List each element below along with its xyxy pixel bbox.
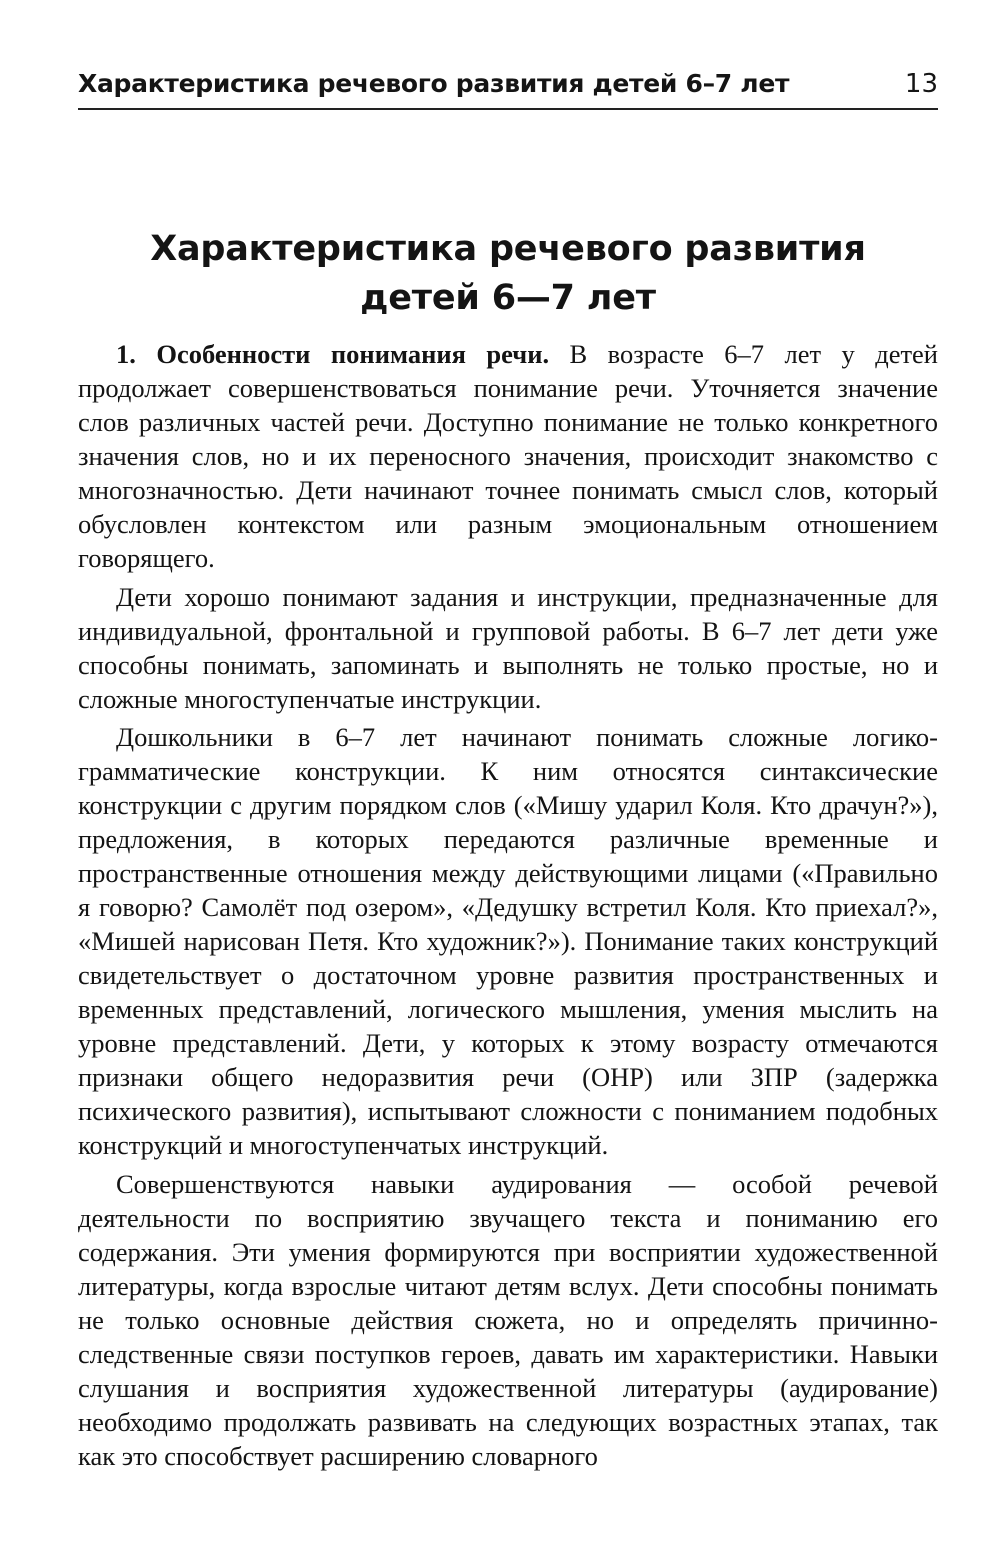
body-text [78,337,938,1477]
paragraph-4: Совершенствуются навыки аудирования — особой речевой деятельности по восприятию звучащего текста и пониманию его содержания. Эти умения формируются при восприятии художественной литературы, когда взрослые читают детям вслух. Дети способны понимать не только основные действия сюжета, но и определять причинно-следственные связи поступков героев, давать им характеристики. Навыки слушания и восприятия художественной литературы (аудирование) необходимо продолжать развивать на следующих возрастных этапах, так как это способствует расширению словарного [78,1168,938,1471]
paragraph-1-text: В возрасте 6–7 лет у детей продолжает совершенствоваться понимание речи. Уточняется значение слов различных частей речи. Доступно понимание не только конкретного значения слов, но и их переносного значения, происходит знакомство с многозначностью. Дети начинают точнее понимать смысл слов, который обусловлен контекстом или разным эмоциональным отношением говорящего. [78,339,938,573]
chapter-title-line-2: детей 6—7 лет [360,278,656,318]
header-divider [78,108,938,110]
running-header [78,66,938,106]
section-lead-heading: 1. Особенности понимания речи. [116,339,550,369]
chapter-title [78,225,938,323]
running-title: Характеристика речевого развития детей 6–7 лет [78,69,790,98]
paragraph-1 [78,337,938,575]
paragraph-2: Дети хорошо понимают задания и инструкции, предназначенные для индивидуальной, фронтальной и групповой работы. В 6–7 лет дети уже способны понимать, запоминать и выполнять не только простые, но и сложные многоступенчатые инструкции. [78,581,938,714]
page-number: 13 [904,69,938,99]
paragraph-3: Дошкольники в 6–7 лет начинают понимать сложные логико-грамматические конструкции. К ним относятся синтаксические конструкции с другим порядком слов («Мишу ударил Коля. Кто драчун?»), предложения, в которых передаются различные временные и пространственные отношения между действующими лицами («Правильно я говорю? Самолёт под озером», «Дедушку встретил Коля. Кто приехал?», «Мишей нарисован Петя. Кто художник?»). Понимание таких конструкций свидетельствует о достаточном уровне развития пространственных и временных представлений, логического мышления, умения мыслить на уровне представлений. Дети, у которых к этому возрасту отмечаются признаки общего недоразвития речи (ОНР) или ЗПР (задержка психического развития), испытывают сложности с пониманием подобных конструкций и многоступенчатых инструкций. [78,722,938,1160]
chapter-title-line-1: Характеристика речевого развития [150,229,866,269]
